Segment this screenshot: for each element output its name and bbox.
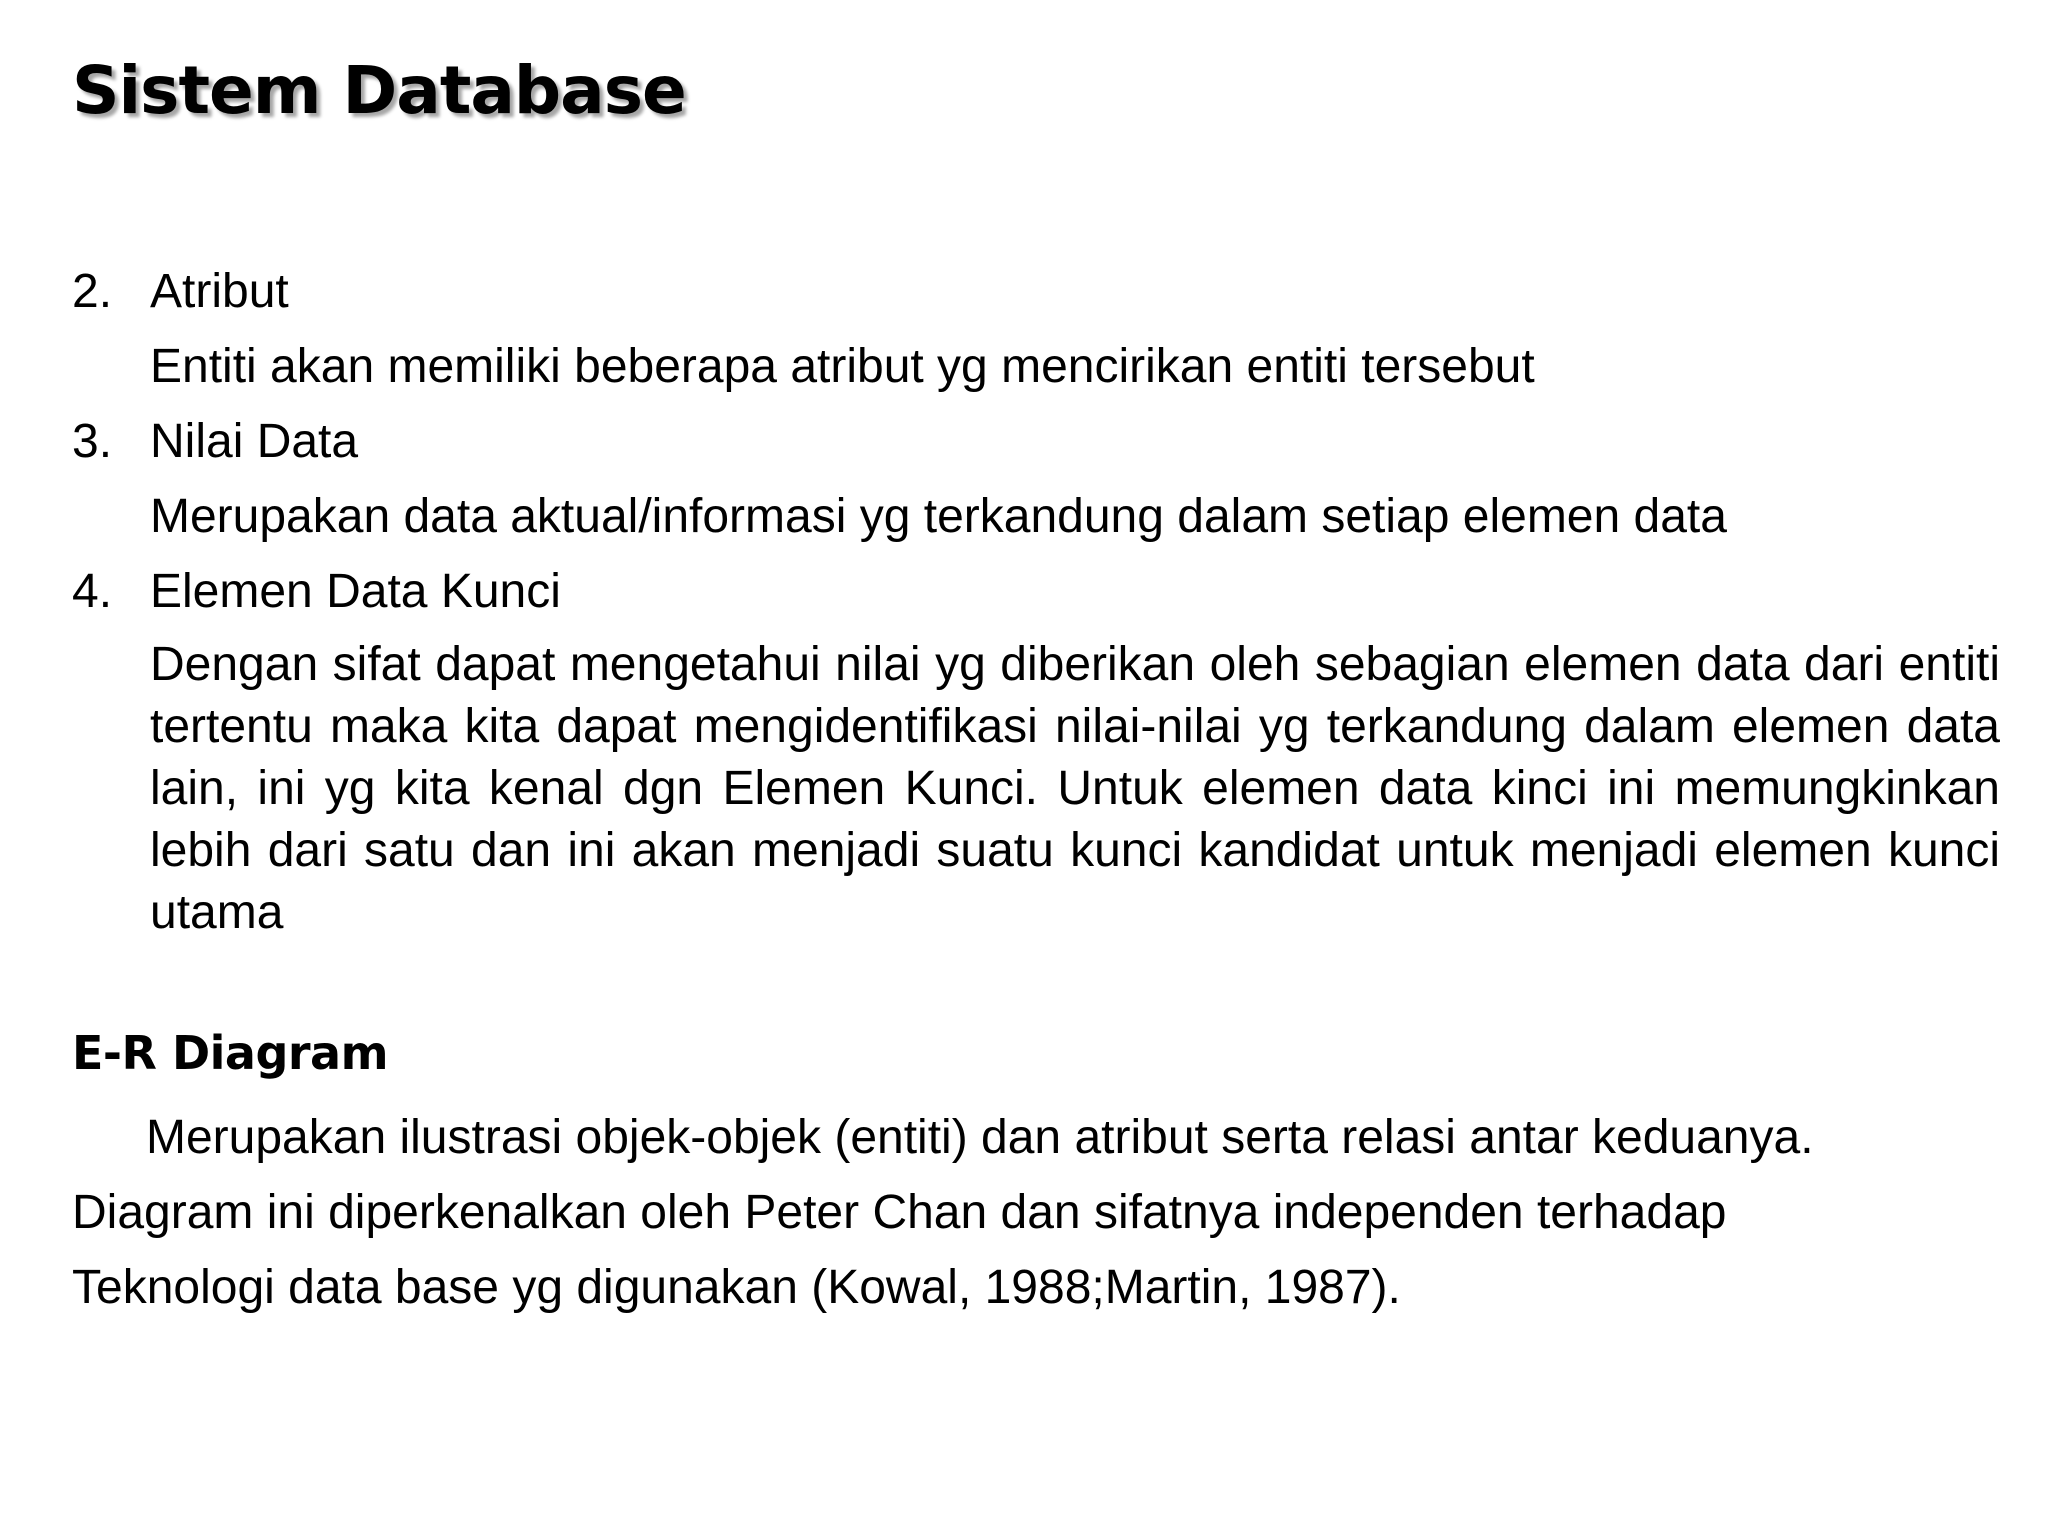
item-heading: Elemen Data Kunci <box>150 565 561 618</box>
item-description: Merupakan data aktual/informasi yg terkandung dalam setiap elemen data <box>150 490 1727 543</box>
list-item-header <box>72 554 2000 629</box>
item-number: 3. <box>72 415 113 468</box>
list-item <box>72 404 2000 554</box>
list-item-header <box>72 404 2000 479</box>
paragraph-line: Diagram ini diperkenalkan oleh Peter Chan dan sifatnya independen terhadap <box>72 1186 1727 1239</box>
paragraph-line: Teknologi data base yg digunakan (Kowal, 1988;Martin, 1987). <box>72 1261 1401 1314</box>
item-number: 2. <box>72 265 113 318</box>
item-description: Entiti akan memiliki beberapa atribut yg mencirikan entiti tersebut <box>150 340 1535 393</box>
definition-list <box>72 254 2000 944</box>
item-description: Dengan sifat dapat mengetahui nilai yg diberikan oleh sebagian elemen data dari entiti tertentu maka kita dapat mengidentifikasi nilai-nilai yg terkandung dalam elemen data lain, ini yg kita kenal dgn Elemen Kunci. Untuk elemen data kinci ini memungkinkan lebih dari satu dan ini akan menjadi suatu kunci kandidat untuk menjadi elemen kunci utama <box>150 638 2000 939</box>
item-number: 4. <box>72 565 113 618</box>
list-item <box>72 254 2000 404</box>
slide-title: Sistem Database <box>72 52 686 129</box>
paragraph-line: Merupakan ilustrasi objek-objek (entiti) dan atribut serta relasi antar keduanya. <box>146 1111 1814 1164</box>
section-body <box>72 1100 2012 1325</box>
item-heading: Nilai Data <box>150 415 359 468</box>
list-item <box>72 554 2000 944</box>
list-item-header <box>72 254 2000 329</box>
item-heading: Atribut <box>150 265 289 318</box>
section-heading: E-R Diagram <box>72 1026 389 1080</box>
